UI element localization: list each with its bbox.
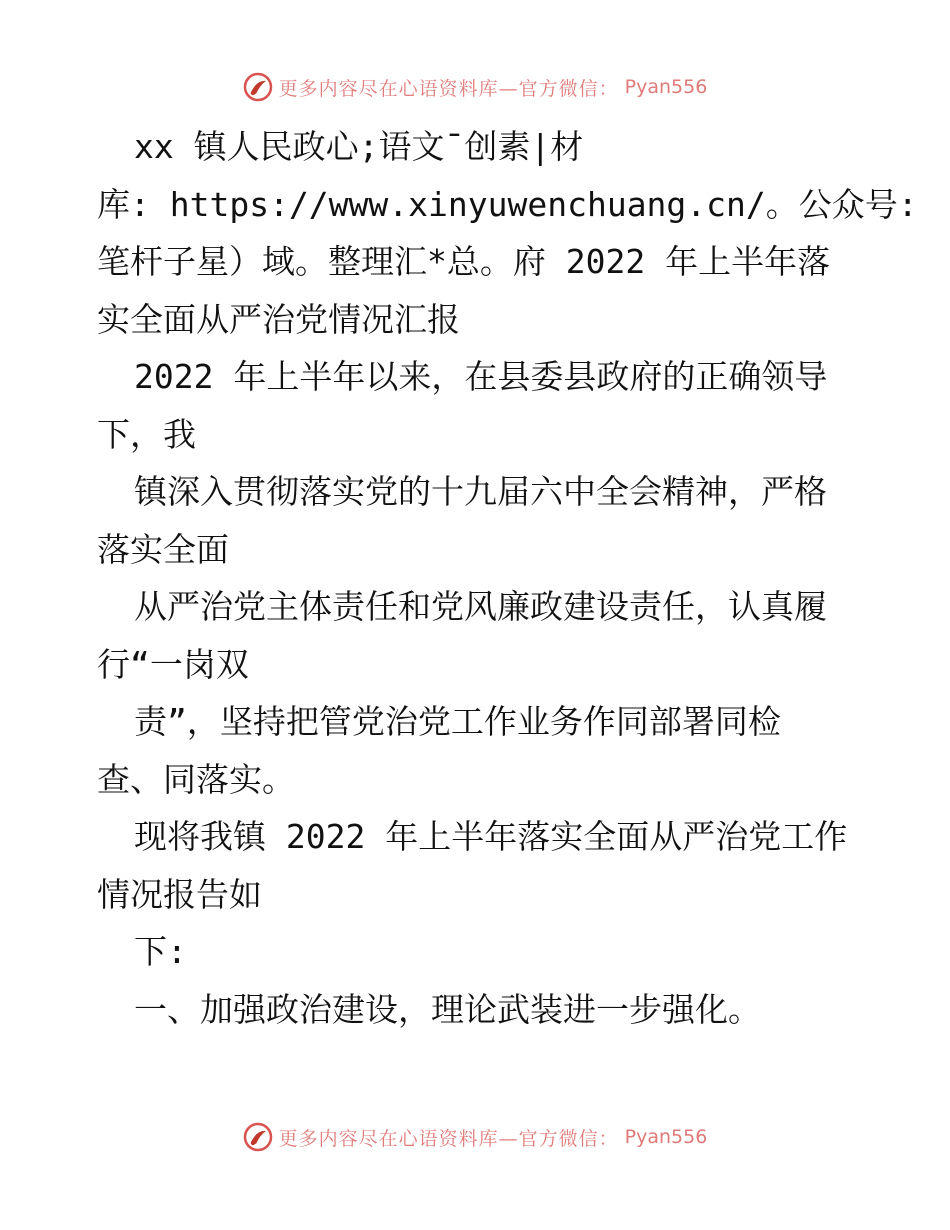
text-line: xx 镇人民政心;语文¯创素|材 bbox=[134, 127, 584, 166]
text-line: 库: https://www.xinyuwenchuang.cn/。公众号: bbox=[97, 184, 918, 224]
text-line: 行“一岗双 bbox=[97, 644, 249, 684]
text-line: 落实全面 bbox=[97, 529, 229, 569]
text-line: 实全面从严治党情况汇报 bbox=[97, 299, 460, 339]
text-line: 笔杆子星）域。整理汇*总。府 2022 年上半年落 bbox=[97, 242, 831, 281]
watermark-text: 更多内容尽在心语资料库—官方微信： bbox=[278, 1127, 619, 1150]
text-line: 现将我镇 2022 年上半年落实全面从严治党工作 bbox=[134, 817, 848, 856]
text-line: 查、同落实。 bbox=[97, 759, 295, 799]
text-line: 下: bbox=[134, 932, 187, 971]
watermark-header bbox=[0, 72, 950, 102]
section-heading: 一、加强政治建设，理论武装进一步强化。 bbox=[134, 989, 761, 1029]
text-line: 从严治党主体责任和党风廉政建设责任，认真履 bbox=[134, 587, 827, 626]
document-body bbox=[97, 118, 918, 1038]
text-line: 镇深入贯彻落实党的十九届六中全会精神，严格 bbox=[134, 472, 827, 511]
text-line: 2022 年上半年以来，在县委县政府的正确领导 bbox=[134, 357, 828, 396]
watermark-text: 更多内容尽在心语资料库—官方微信： bbox=[278, 77, 619, 100]
watermark-wechat-id: Pyan556 bbox=[624, 1126, 708, 1148]
text-line: 下，我 bbox=[97, 414, 196, 454]
brush-seal-logo-icon bbox=[243, 1122, 273, 1152]
text-line: 责”，坚持把管党治党工作业务作同部署同检 bbox=[134, 702, 781, 741]
text-line: 情况报告如 bbox=[97, 874, 262, 914]
watermark-wechat-id: Pyan556 bbox=[624, 76, 708, 98]
brush-seal-logo-icon bbox=[243, 72, 273, 102]
watermark-footer bbox=[0, 1122, 950, 1152]
